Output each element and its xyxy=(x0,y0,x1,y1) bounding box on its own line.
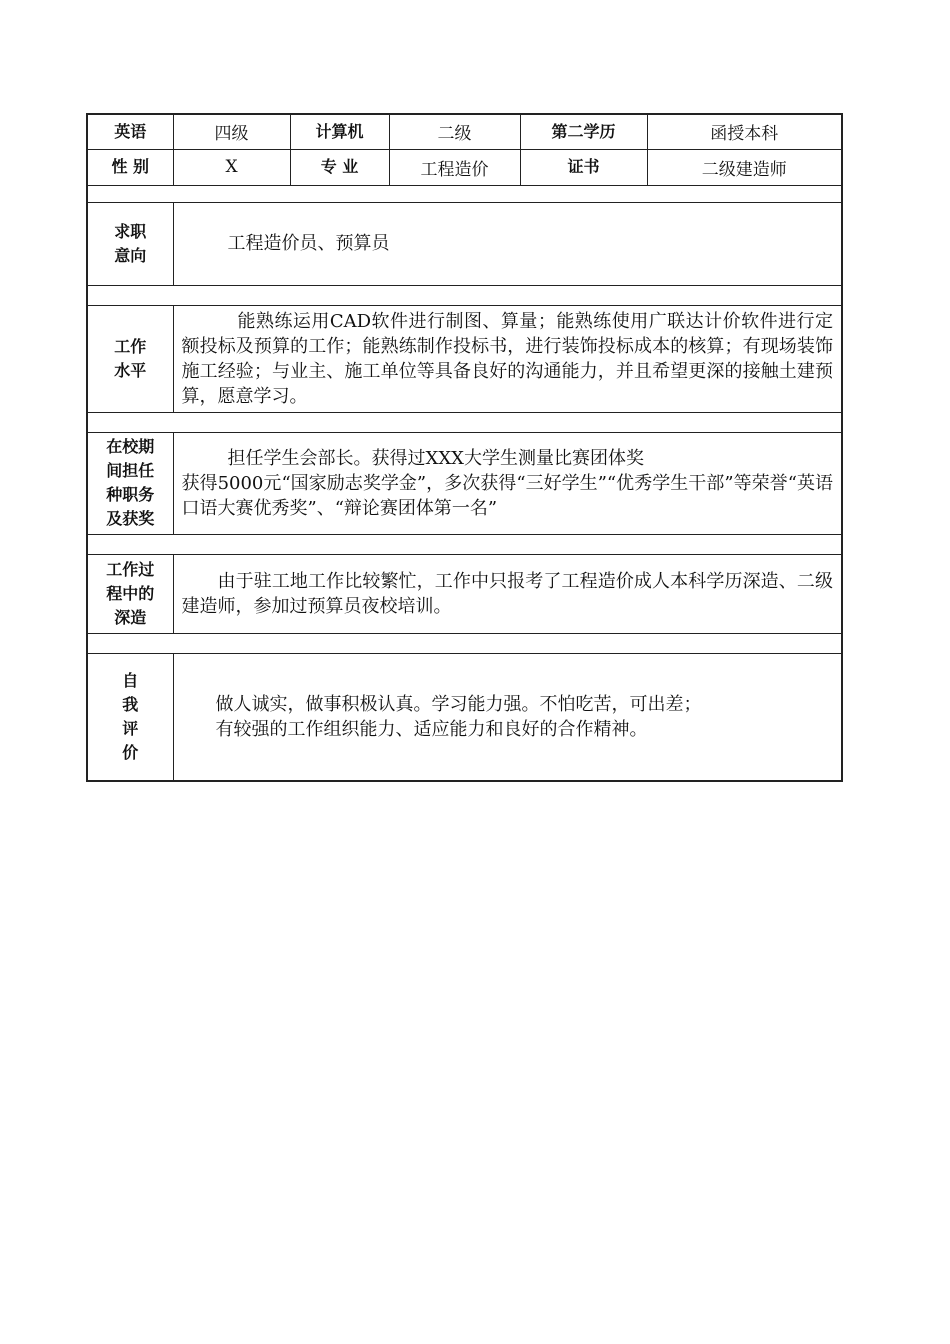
computer-label: 计算机 xyxy=(290,114,389,149)
further-study-text: 由于驻工地工作比较繁忙，工作中只报考了工程造价成人本科学历深造、二级建造师，参加过预算员夜校培训。 xyxy=(181,570,833,617)
english-value: 四级 xyxy=(173,114,290,149)
gender-value: X xyxy=(173,149,290,185)
cert-value: 二级建造师 xyxy=(647,149,842,185)
further-study-label-line: 工作过 xyxy=(106,559,155,579)
spacer-row xyxy=(87,412,842,432)
self-eval-label-char: 我 xyxy=(122,694,139,714)
second-degree-label: 第二学历 xyxy=(520,114,647,149)
self-eval-label-char: 价 xyxy=(122,742,139,762)
school-roles-label-line: 及获奖 xyxy=(106,509,155,528)
school-roles-line1: 担任学生会部长。获得过XXX大学生测量比赛团体奖 xyxy=(227,447,644,469)
further-study-label-line: 程中的 xyxy=(106,583,155,603)
school-roles-content xyxy=(173,432,842,534)
school-roles-label-line: 在校期 xyxy=(106,437,155,456)
gender-label: 性 别 xyxy=(87,149,173,185)
further-study-label xyxy=(87,554,173,633)
work-level-text: 能熟练运用CAD软件进行制图、算量；能熟练使用广联达计价软件进行定额投标及预算的工作；能熟练制作投标书，进行装饰投标成本的核算；有现场装饰施工经验；与业主、施工单位等具备良好的沟通能力，并且希望更深的接触土建预算，愿意学习。 xyxy=(181,310,833,407)
english-label: 英语 xyxy=(87,114,173,149)
second-degree-value: 函授本科 xyxy=(647,114,842,149)
school-roles-label-line: 种职务 xyxy=(106,485,155,504)
cert-label: 证书 xyxy=(520,149,647,185)
row-self-eval xyxy=(87,653,842,781)
spacer-row xyxy=(87,633,842,653)
row-work-level xyxy=(87,305,842,412)
self-eval-line2: 有较强的工作组织能力、适应能力和良好的合作精神。 xyxy=(215,718,648,740)
self-eval-content xyxy=(173,653,842,781)
school-roles-label xyxy=(87,432,173,534)
job-intent-content xyxy=(173,202,842,285)
major-label: 专 业 xyxy=(290,149,389,185)
job-intent-text: 工程造价员、预算员 xyxy=(227,232,390,254)
work-level-label xyxy=(87,305,173,412)
self-eval-label-char: 评 xyxy=(122,718,139,738)
further-study-content xyxy=(173,554,842,633)
self-eval-line1: 做人诚实，做事积极认真。学习能力强。不怕吃苦，可出差； xyxy=(215,693,702,715)
further-study-label-line: 深造 xyxy=(114,607,147,627)
spacer-row xyxy=(87,285,842,305)
job-intent-label-line1: 求职 xyxy=(114,221,147,241)
spacer-row xyxy=(87,534,842,554)
work-level-content xyxy=(173,305,842,412)
self-eval-label xyxy=(87,653,173,781)
major-value: 工程造价 xyxy=(389,149,520,185)
row-school-roles xyxy=(87,432,842,534)
job-intent-label xyxy=(87,202,173,285)
row-education xyxy=(87,114,842,149)
row-job-intent xyxy=(87,202,842,285)
computer-value: 二级 xyxy=(389,114,520,149)
row-further-study xyxy=(87,554,842,633)
row-personal xyxy=(87,149,842,185)
work-level-label-line1: 工作 xyxy=(114,336,147,356)
self-eval-label-char: 自 xyxy=(122,670,139,690)
school-roles-line2: 获得5000元“国家励志奖学金”，多次获得“三好学生”“优秀学生干部”等荣誉“英语口语大赛优秀奖”、“辩论赛团体第一名” xyxy=(181,472,833,519)
work-level-label-line2: 水平 xyxy=(114,360,147,380)
resume-table xyxy=(86,113,843,782)
spacer-row xyxy=(87,185,842,202)
school-roles-label-line: 间担任 xyxy=(106,461,155,480)
job-intent-label-line2: 意向 xyxy=(114,245,147,265)
